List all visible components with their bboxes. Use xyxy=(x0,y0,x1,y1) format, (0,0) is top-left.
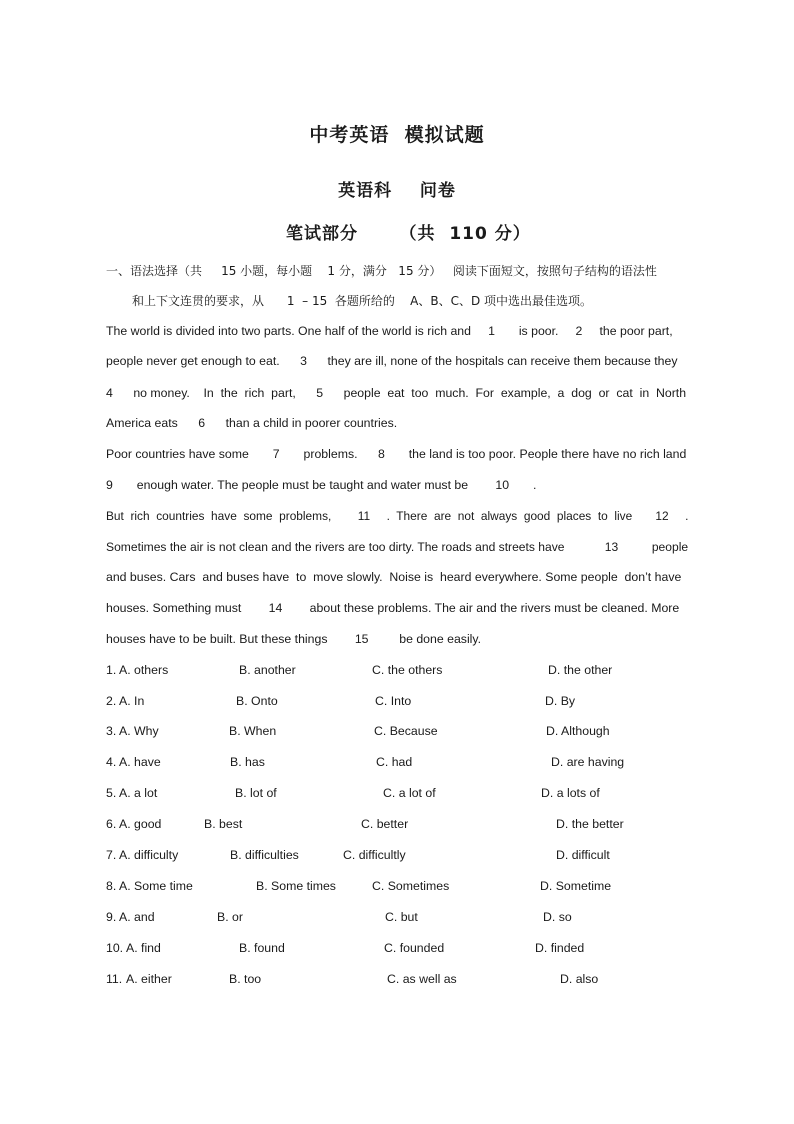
passage-line: Sometimes the air is not clean and the rivers are too dirty. The roads and streets have 13 people xyxy=(106,540,689,554)
option-a: A. Why xyxy=(119,724,159,738)
option-a: A. a lot xyxy=(119,786,158,800)
passage-line: 9 enough water. The people must be taught and water must be 10 . xyxy=(106,478,537,492)
instruction-line-2: 和上下文连贯的要求，从 1 – 15 各题所给的 A、B、C、D 项中选出最佳选项。 xyxy=(132,294,592,308)
passage-line: people never get enough to eat. 3 they are ill, none of the hospitals can receive them because they xyxy=(106,354,678,368)
question-number: 5. xyxy=(106,786,117,800)
option-c: C. but xyxy=(385,910,418,924)
option-a: A. good xyxy=(119,817,162,831)
option-a: A. In xyxy=(119,694,145,708)
option-b: B. difficulties xyxy=(230,848,299,862)
option-a: A. find xyxy=(126,941,161,955)
option-d: D. so xyxy=(543,910,572,924)
option-d: D. a lots of xyxy=(541,786,600,800)
option-c: C. Because xyxy=(374,724,438,738)
option-a: A. Some time xyxy=(119,879,193,893)
question-number: 1. xyxy=(106,663,117,677)
section-heading: 笔试部分 （共 110 分） xyxy=(286,224,531,244)
option-d: D. difficult xyxy=(556,848,610,862)
option-b: B. has xyxy=(230,755,265,769)
option-d: D. Sometime xyxy=(540,879,612,893)
question-number: 8. xyxy=(106,879,117,893)
passage-line: America eats 6 than a child in poorer countries. xyxy=(106,416,398,430)
option-d: D. finded xyxy=(535,941,585,955)
page-subtitle: 英语科 问卷 xyxy=(338,181,456,201)
question-number: 9. xyxy=(106,910,117,924)
question-number: 10. xyxy=(106,941,124,955)
page-title: 中考英语 模拟试题 xyxy=(309,124,485,146)
option-d: D. also xyxy=(560,972,599,986)
option-d: D. Although xyxy=(546,724,610,738)
option-b: B. too xyxy=(229,972,262,986)
option-a: A. difficulty xyxy=(119,848,179,862)
option-c: C. a lot of xyxy=(383,786,436,800)
passage-line: houses. Something must 14 about these problems. The air and the rivers must be cleaned. More xyxy=(106,601,680,615)
option-b: B. found xyxy=(239,941,285,955)
option-d: D. the better xyxy=(556,817,624,831)
option-c: C. had xyxy=(376,755,413,769)
question-number: 6. xyxy=(106,817,117,831)
question-number: 2. xyxy=(106,694,117,708)
passage-line: Poor countries have some 7 problems. 8 the land is too poor. People there have no rich land xyxy=(106,447,687,461)
instruction-line-1: 一、语法选择（共 15 小题，每小题 1 分，满分 15 分） 阅读下面短文，按照句子结构的语法性 xyxy=(106,264,657,278)
question-number: 7. xyxy=(106,848,117,862)
option-b: B. Onto xyxy=(236,694,278,708)
passage-line: and buses. Cars and buses have to move slowly. Noise is heard everywhere. Some people don’t have xyxy=(106,570,682,584)
option-c: C. difficultly xyxy=(343,848,406,862)
option-c: C. better xyxy=(361,817,409,831)
option-d: D. the other xyxy=(548,663,613,677)
question-number: 11. xyxy=(106,972,123,986)
option-c: C. the others xyxy=(372,663,443,677)
option-b: B. or xyxy=(217,910,243,924)
question-number: 4. xyxy=(106,755,117,769)
option-b: B. When xyxy=(229,724,277,738)
option-c: C. Into xyxy=(375,694,412,708)
option-c: C. founded xyxy=(384,941,445,955)
option-a: A. and xyxy=(119,910,155,924)
passage-line: But rich countries have some problems, 11 . There are not always good places to live 12 . xyxy=(106,509,689,523)
passage-line: houses have to be built. But these things 15 be done easily. xyxy=(106,632,482,646)
option-d: D. By xyxy=(545,694,576,708)
option-a: A. either xyxy=(126,972,172,986)
passage-line: 4 no money. In the rich part, 5 people eat too much. For example, a dog or cat in North xyxy=(106,386,687,400)
option-b: B. Some times xyxy=(256,879,336,893)
option-a: A. others xyxy=(119,663,169,677)
option-c: C. Sometimes xyxy=(372,879,450,893)
option-c: C. as well as xyxy=(387,972,457,986)
option-b: B. lot of xyxy=(235,786,277,800)
option-d: D. are having xyxy=(551,755,625,769)
question-number: 3. xyxy=(106,724,117,738)
passage-line: The world is divided into two parts. One half of the world is rich and 1 is poor. 2 the poor part, xyxy=(106,324,673,338)
option-a: A. have xyxy=(119,755,161,769)
option-b: B. another xyxy=(239,663,296,677)
option-b: B. best xyxy=(204,817,243,831)
